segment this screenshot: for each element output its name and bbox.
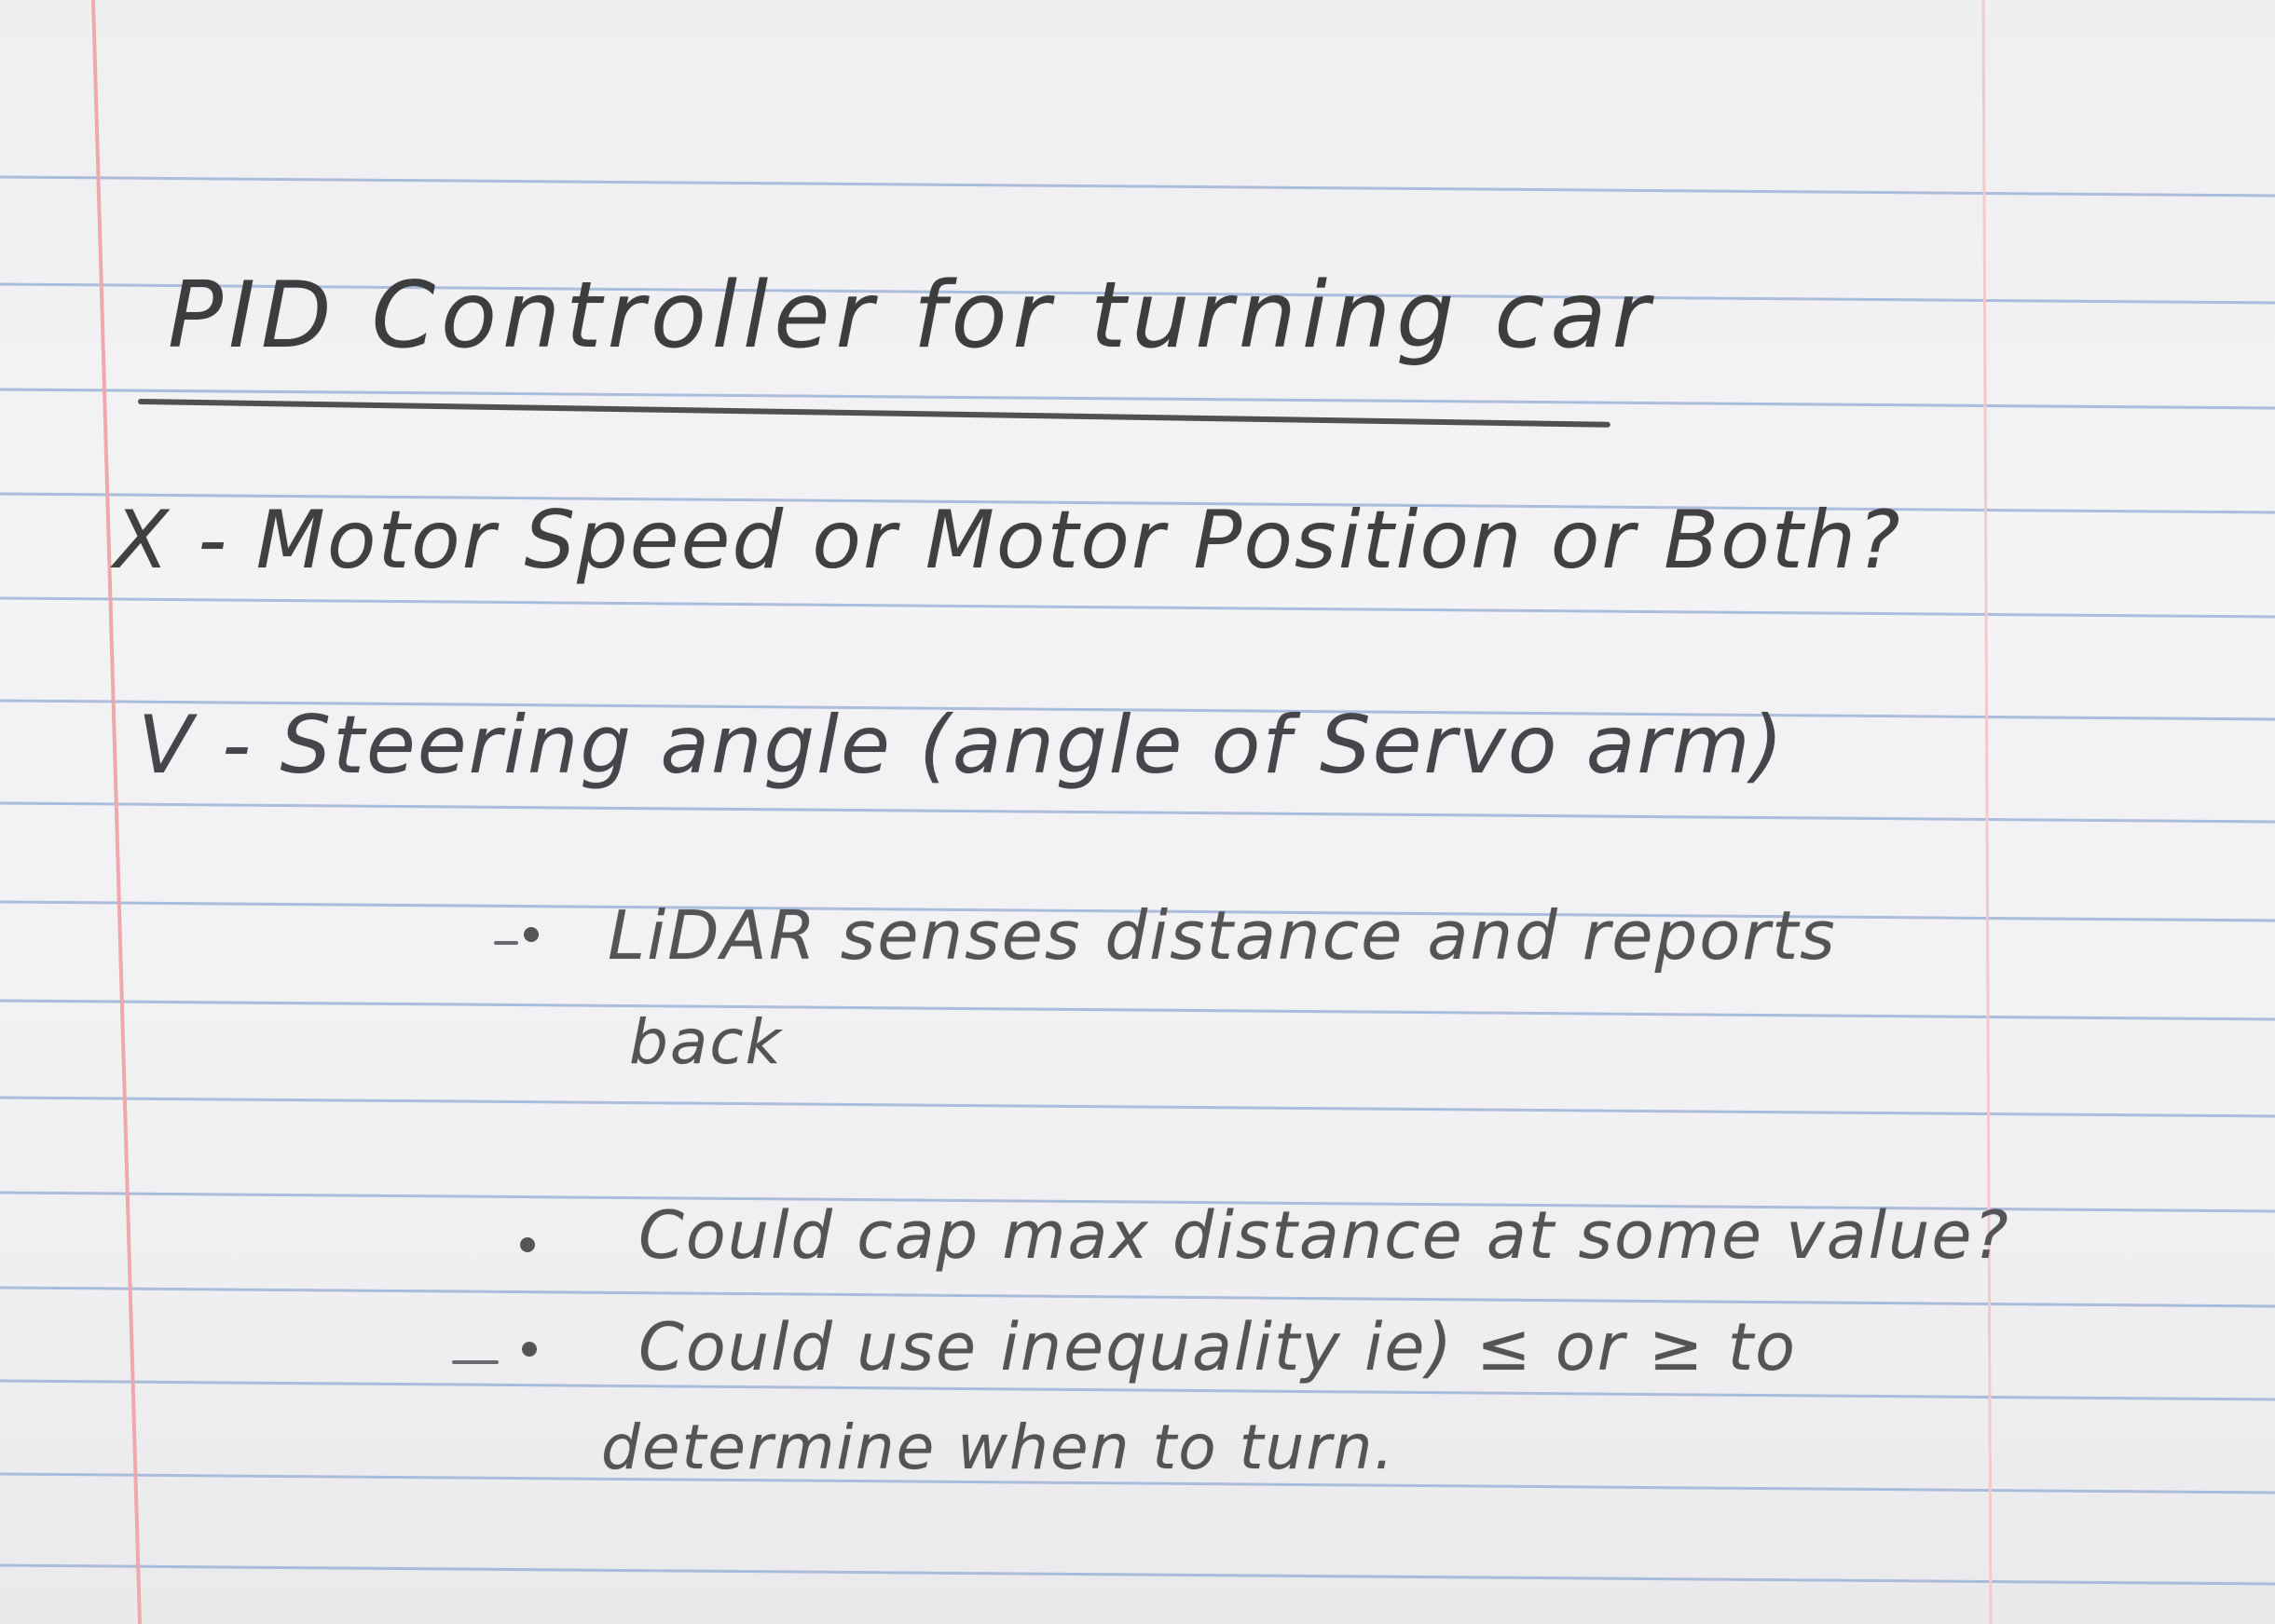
bullet-lidar-line2: back bbox=[629, 1006, 783, 1078]
bullet-inequality-line1: Could use inequality ie) ≤ or ≥ to bbox=[638, 1309, 1797, 1385]
bullet-lidar-line1: LiDAR senses distance and reports bbox=[608, 896, 1837, 975]
note-title: PID Controller for turning car bbox=[168, 263, 1655, 369]
variable-x-line: X - Motor Speed or Motor Position or Both? bbox=[114, 494, 1902, 587]
bullet-dot bbox=[522, 1342, 537, 1357]
variable-v-line: V - Steering angle (angle of Servo arm) bbox=[138, 699, 1786, 792]
bullet-dash-mark bbox=[494, 941, 518, 945]
bullet-dash-mark bbox=[452, 1360, 499, 1364]
bullet-cap-distance: Could cap max distance at some value? bbox=[638, 1197, 2010, 1274]
bullet-dot bbox=[524, 927, 539, 942]
bullet-dot bbox=[520, 1237, 535, 1252]
bullet-inequality-line2: determine when to turn. bbox=[601, 1412, 1396, 1483]
right-margin-line bbox=[1983, 0, 1991, 1624]
